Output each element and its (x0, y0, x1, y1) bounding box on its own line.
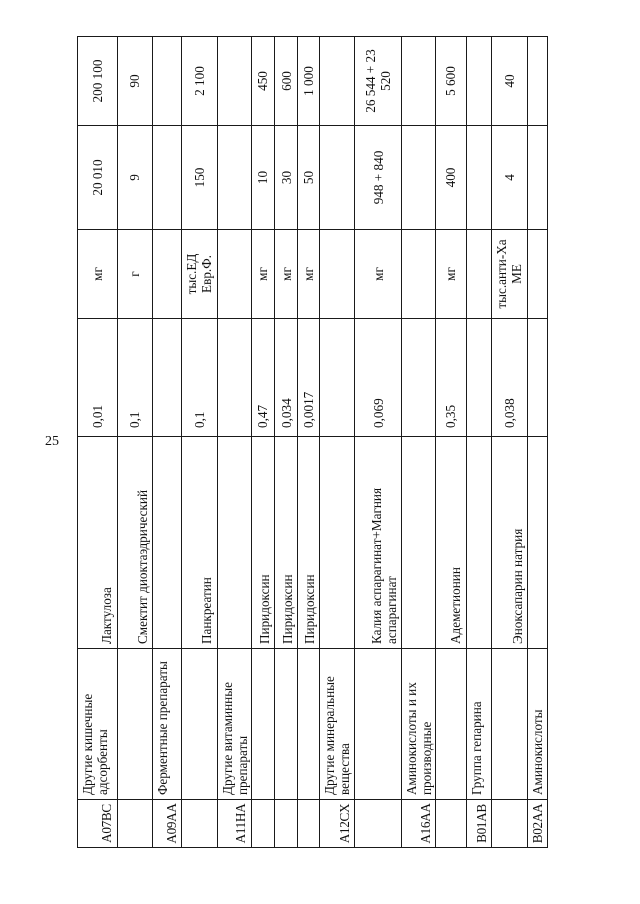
volume-cell (528, 125, 547, 229)
ddd-cell: 0,35 (436, 318, 466, 436)
drug-name-cell: Калия аспарагинат+Магния аспарагинат (355, 436, 401, 648)
group-cell: Группа гепарина (467, 648, 491, 799)
volume-cell (218, 125, 251, 229)
table-row (275, 37, 298, 847)
group-cell: Аминокислоты (528, 648, 547, 799)
volume-cell: 9 (118, 125, 153, 229)
group-cell: Ферментные препараты (153, 648, 181, 799)
unit-cell: г (118, 229, 153, 318)
drug-name-cell: Пиридоксин (298, 436, 319, 648)
group-cell (355, 648, 401, 799)
unit-cell: тыс.ЕД Евр.Ф. (182, 229, 216, 318)
group-cell (436, 648, 466, 799)
drug-name-cell: Эноксапарин натрия (492, 436, 527, 648)
table-row (320, 37, 355, 847)
ddd-cell: 0,1 (118, 318, 153, 436)
amount-cell: 2 100 (191, 66, 207, 96)
volume-cell: 4 (492, 125, 527, 229)
drug-name-cell (320, 436, 354, 648)
volume-cell: 400 (436, 125, 466, 229)
unit-cell (528, 229, 547, 318)
amount-cell: 600 (278, 71, 294, 91)
volume-cell: 20 010 (78, 125, 117, 229)
table-row (298, 37, 320, 847)
ddd-cell: 0,47 (252, 318, 274, 436)
table-row (182, 37, 217, 847)
ddd-cell (218, 318, 251, 436)
group-cell: Аминокислоты и их производные (402, 648, 435, 799)
unit-cell: мг (298, 229, 319, 318)
amount-cell: 450 (255, 71, 271, 91)
group-cell: Другие витаминные препараты (218, 648, 251, 799)
group-cell (492, 648, 527, 799)
volume-cell: 30 (275, 125, 297, 229)
group-cell: Другие кишечные адсорбенты (78, 648, 117, 799)
ddd-cell: 0,034 (275, 318, 297, 436)
atc-code-cell (355, 799, 401, 847)
unit-cell (467, 229, 491, 318)
atc-code-cell (275, 799, 297, 847)
amount-cell: 40 (501, 74, 517, 88)
ddd-cell: 0,0017 (298, 318, 319, 436)
table-row (492, 37, 528, 847)
volume-cell (153, 125, 181, 229)
group-cell (182, 648, 216, 799)
unit-cell: мг (436, 229, 466, 318)
volume-cell: 10 (252, 125, 274, 229)
unit-cell (402, 229, 435, 318)
amount-cell (528, 37, 547, 125)
ddd-cell (528, 318, 547, 436)
atc-code-cell: B02AA (528, 799, 547, 847)
drug-name-cell: Пиридоксин (275, 436, 297, 648)
atc-code-cell: A07BC (78, 799, 117, 847)
group-cell (275, 648, 297, 799)
atc-code-cell (182, 799, 216, 847)
table-row (118, 37, 154, 847)
amount-cell (153, 37, 181, 125)
group-cell: Другие минеральные вещества (320, 648, 354, 799)
volume-cell (320, 125, 354, 229)
atc-code-cell (436, 799, 466, 847)
ddd-cell (320, 318, 354, 436)
drug-name-cell: Адеметионин (436, 436, 466, 648)
group-cell (252, 648, 274, 799)
volume-cell: 50 (298, 125, 319, 229)
ddd-cell: 0,038 (492, 318, 527, 436)
page-number: 25 (45, 434, 59, 449)
unit-cell (153, 229, 181, 318)
group-cell (298, 648, 319, 799)
table-row (78, 37, 118, 847)
unit-cell (218, 229, 251, 318)
atc-code-cell (118, 799, 153, 847)
table-row (252, 37, 275, 847)
ddd-cell (402, 318, 435, 436)
drug-name-cell (467, 436, 491, 648)
ddd-cell: 0,01 (78, 318, 117, 436)
atc-code-cell (298, 799, 319, 847)
drug-table (77, 36, 548, 848)
drug-name-cell: Панкреатин (182, 436, 216, 648)
ddd-cell (467, 318, 491, 436)
ddd-cell: 0,1 (182, 318, 216, 436)
amount-cell: 5 600 (443, 66, 459, 96)
drug-name-cell (218, 436, 251, 648)
unit-cell (320, 229, 354, 318)
drug-name-cell (528, 436, 547, 648)
table-row (528, 37, 547, 847)
volume-cell (467, 125, 491, 229)
atc-code-cell: A11HA (218, 799, 251, 847)
drug-name-cell (402, 436, 435, 648)
unit-cell: тыс.анти-Ха МЕ (492, 229, 527, 318)
amount-cell (402, 37, 435, 125)
atc-code-cell (252, 799, 274, 847)
table-row (218, 37, 252, 847)
group-cell (118, 648, 153, 799)
amount-cell: 26 544 + 23 520 (363, 49, 394, 113)
drug-name-cell (153, 436, 181, 648)
atc-code-cell (492, 799, 527, 847)
ddd-cell (153, 318, 181, 436)
table-row (355, 37, 402, 847)
atc-code-cell: A12CX (320, 799, 354, 847)
drug-name-cell: Смектит диоктаэдрический (118, 436, 153, 648)
atc-code-cell: B01AB (467, 799, 491, 847)
unit-cell: мг (355, 229, 401, 318)
volume-cell: 948 + 840 (355, 125, 401, 229)
atc-code-cell: A16AA (402, 799, 435, 847)
amount-cell (218, 37, 251, 125)
amount-cell: 1 000 (301, 66, 317, 96)
amount-cell: 200 100 (89, 59, 105, 103)
table-row (402, 37, 436, 847)
unit-cell: мг (78, 229, 117, 318)
table-row (436, 37, 467, 847)
amount-cell (320, 37, 354, 125)
drug-name-cell: Пиридоксин (252, 436, 274, 648)
volume-cell: 150 (182, 125, 216, 229)
amount-cell: 90 (127, 74, 143, 88)
table-row (467, 37, 492, 847)
ddd-cell: 0,069 (355, 318, 401, 436)
table-row (153, 37, 182, 847)
unit-cell: мг (252, 229, 274, 318)
volume-cell (402, 125, 435, 229)
drug-name-cell: Лактулоза (78, 436, 117, 648)
unit-cell: мг (275, 229, 297, 318)
amount-cell (467, 37, 491, 125)
atc-code-cell: A09AA (153, 799, 181, 847)
